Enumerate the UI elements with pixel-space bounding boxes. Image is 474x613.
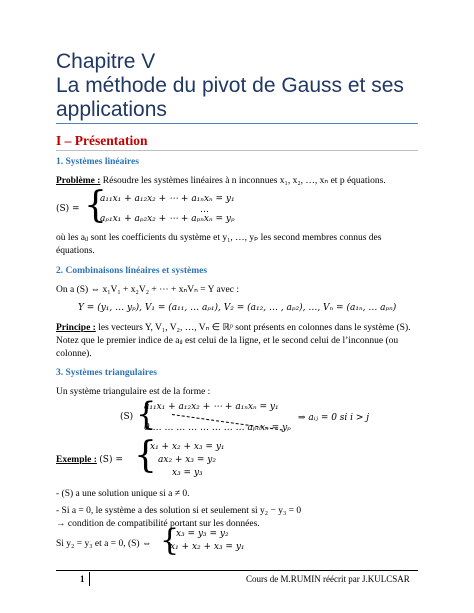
subsection-heading-3: 3. Systèmes triangulaires — [56, 368, 157, 378]
title-underline — [56, 123, 418, 124]
triangular-intro: Un système triangulaire est de la forme : — [56, 387, 211, 397]
system-equation-1: a₁₁x₁ + a₁₂x₂ + ⋯ + a₁ₙxₙ = y₁ — [100, 194, 235, 204]
chapter-title-line1: La méthode du pivot de Gauss et ses — [56, 74, 404, 97]
subsection-heading-1: 1. Systèmes linéaires — [56, 157, 139, 167]
note-line2: colonne). — [56, 349, 92, 359]
system-brace: { — [84, 185, 107, 226]
triangular-equation-2: 0 … … … … … … … … aₚₙxₙ = yₚ — [144, 423, 291, 433]
combination-line: On a (S) ⇔ x₁V₁ + x₂V₂ + ⋯ + xₙVₙ = Y avec : — [56, 285, 239, 295]
final-condition: Si y₂ = y₃ et a = 0, (S) ⇔ — [56, 539, 152, 549]
bullet-unique-solution: - (S) a une solution unique si a ≠ 0. — [56, 489, 190, 499]
footer-rule — [56, 570, 418, 571]
principle-paragraph — [56, 322, 411, 334]
principle-label: Principe : — [56, 323, 96, 333]
bullet-compatibility-note: → condition de compatibilité portant sur les données. — [56, 519, 260, 529]
final-equation-2: x₁ + x₂ + x₃ = y₁ — [170, 542, 245, 552]
example-label-wrap — [56, 454, 123, 466]
example-label: Exemple : — [56, 455, 97, 465]
triangular-system-label: (S) — [120, 412, 134, 422]
subsection-heading-2: 2. Combinaisons linéaires et systèmes — [56, 266, 208, 276]
bullet-compatibility: - Si a = 0, le système a des solution si et seulement si y₂ − y₃ = 0 — [56, 506, 302, 516]
section-heading: I – Présentation — [56, 133, 148, 148]
coefficients-line2: équations. — [56, 246, 95, 256]
principle-text: les vecteurs Y, V₁, V₂, …, Vₙ ∈ ℝᵖ sont présents en colonnes dans le système (S). — [98, 323, 411, 333]
triangular-equation-1: a₁₁x₁ + a₁₂x₂ + ⋯ + a₁ₙxₙ = y₁ — [144, 402, 279, 412]
page-number-divider — [89, 572, 90, 586]
note-line1: Notez que le premier indice de aᵢⱼ est celui de la ligne, et le second celui de l’inconnue (ou — [56, 336, 399, 346]
system-ellipsis: … — [200, 205, 209, 215]
example-equation-2: ax₂ + x₃ = y₂ — [158, 455, 216, 465]
system-label: (S) = — [56, 204, 80, 214]
triangular-implication: ⇒ aᵢⱼ = 0 si i > j — [298, 413, 370, 423]
example-brace: { — [134, 435, 157, 476]
problem-text: Résoudre les systèmes linéaires à n inconnues x₁, x₂, …, xₙ et p équations. — [102, 176, 386, 186]
problem-label: Problème : — [56, 176, 101, 186]
section-rule — [56, 150, 418, 151]
example-equation-1: x₁ + x₂ + x₃ = y₁ — [150, 442, 225, 452]
final-brace: { — [160, 523, 180, 558]
coefficients-line1: où les aᵢⱼ sont les coefficients du système et y₁, …, yₚ les second membres connus des — [56, 233, 382, 243]
triangular-brace: { — [136, 395, 157, 433]
final-equation-1: x₃ = y₃ = y₂ — [176, 529, 229, 539]
vectors-line: Y = (y₁, … yₚ), V₁ = (a₁₁, … aₚ₁), V₂ = (a₁₂, … , aₚ₂), …, Vₙ = (a₁ₙ, … aₚₙ) — [78, 303, 397, 313]
example-equation-3: x₃ = y₃ — [172, 468, 203, 478]
page-number: 1 — [80, 574, 85, 584]
chapter-title-line2: applications — [56, 98, 167, 121]
footer-credit: Cours de M.RUMIN réécrit par J.KULCSAR — [246, 574, 410, 584]
example-system-label: (S) = — [99, 455, 123, 465]
system-equation-2: aₚ₁x₁ + aₚ₂x₂ + ⋯ + aₚₙxₙ = yₚ — [100, 214, 235, 224]
chapter-number: Chapitre V — [56, 50, 156, 73]
